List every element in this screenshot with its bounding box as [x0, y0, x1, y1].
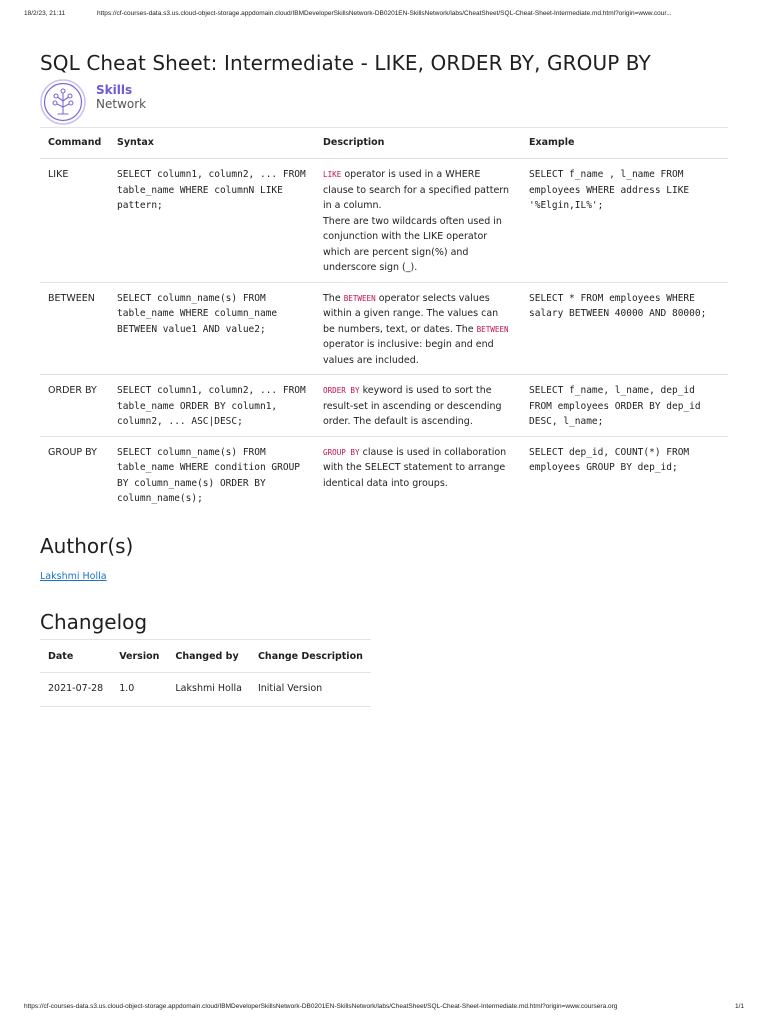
inline-code: GROUP BY — [323, 447, 360, 457]
description-text: operator selects values within a given range. The values can be numbers, text, or dates. The — [323, 292, 499, 335]
changelog-date: 2021-07-28 — [48, 682, 104, 694]
table-row — [40, 159, 728, 283]
changelog-version: 1.0 — [119, 682, 135, 694]
column-header-syntax: Syntax — [109, 128, 315, 159]
description-text: clause is used in collaboration with the SELECT statement to arrange identical data into groups. — [323, 446, 507, 489]
skills-network-logo-icon — [40, 79, 86, 125]
page-number: 1/1 — [734, 1003, 744, 1010]
page-content — [40, 48, 728, 707]
changelog-header-version: Version — [111, 639, 167, 672]
print-header — [24, 10, 744, 22]
changelog-table — [40, 639, 371, 707]
authors-heading: Author(s) — [40, 533, 134, 558]
changelog-changed-by: Lakshmi Holla — [175, 682, 242, 694]
print-footer-url: https://cf-courses-data.s3.us.cloud-object-storage.appdomain.cloud/IBMDeveloperSkillsNetwork-DB0201EN-SkillsNetwork/labs/CheatSheet/SQL-Cheat-Sheet-Intermediate.md.html?origin=www.coursera.org — [24, 1003, 618, 1010]
command-cell: BETWEEN — [40, 282, 109, 375]
column-header-example: Example — [521, 128, 728, 159]
table-row — [40, 375, 728, 437]
print-timestamp: 18/2/23, 21:11 — [24, 10, 66, 17]
command-cell: ORDER BY — [40, 375, 109, 437]
inline-code: BETWEEN — [476, 324, 509, 334]
changelog-heading: Changelog — [40, 609, 148, 634]
column-header-command: Command — [40, 128, 109, 159]
description-text: The — [323, 292, 344, 304]
example-cell: SELECT dep_id, COUNT(*) FROM employees GROUP BY dep_id; — [521, 436, 728, 513]
inline-code: LIKE — [323, 170, 342, 179]
changelog-row — [40, 672, 371, 706]
skills-network-logo — [40, 79, 728, 125]
description-cell — [315, 375, 521, 437]
table-row — [40, 282, 728, 375]
syntax-cell: SELECT column_name(s) FROM table_name WHERE column_name BETWEEN value1 AND value2; — [109, 282, 315, 375]
print-url: https://cf-courses-data.s3.us.cloud-object-storage.appdomain.cloud/IBMDeveloperSkillsNetwork-DB0201EN-SkillsNetwork/labs/CheatSheet/SQL-Cheat-Sheet-Intermediate.md.html?origin=www.cour... — [97, 10, 672, 17]
changelog-header-description: Change Description — [250, 639, 371, 672]
description-cell — [315, 282, 521, 375]
syntax-cell: SELECT column1, column2, ... FROM table_name WHERE columnN LIKE pattern; — [109, 159, 315, 283]
syntax-cell: SELECT column1, column2, ... FROM table_name ORDER BY column1, column2, ... ASC|DESC; — [109, 375, 315, 437]
changelog-header-row — [40, 639, 371, 672]
changelog-header-changed-by: Changed by — [167, 639, 250, 672]
example-cell: SELECT * FROM employees WHERE salary BETWEEN 40000 AND 80000; — [521, 282, 728, 375]
table-header-row — [40, 128, 728, 159]
author-link[interactable]: Lakshmi Holla — [40, 570, 107, 582]
inline-code: BETWEEN — [343, 293, 376, 303]
print-footer — [24, 1003, 744, 1015]
table-row — [40, 436, 728, 513]
page-title: SQL Cheat Sheet: Intermediate - LIKE, ORDER BY, GROUP BY — [40, 51, 651, 75]
description-text: There are two wildcards often used in conjunction with the LIKE operator which are percent sign(%) and underscore sign (_). — [323, 215, 502, 273]
logo-text-skills: Skills — [96, 83, 133, 97]
description-cell — [315, 159, 521, 283]
command-cell: LIKE — [40, 159, 109, 283]
example-cell: SELECT f_name, l_name, dep_id FROM employees ORDER BY dep_id DESC, l_name; — [521, 375, 728, 437]
command-cell: GROUP BY — [40, 436, 109, 513]
syntax-cell: SELECT column_name(s) FROM table_name WHERE condition GROUP BY column_name(s) ORDER BY column_name(s); — [109, 436, 315, 513]
description-text: keyword is used to sort the result-set in ascending or descending order. The default is ascending. — [323, 385, 502, 427]
inline-code: ORDER BY — [323, 386, 360, 395]
cheat-sheet-table — [40, 127, 728, 513]
changelog-description: Initial Version — [257, 682, 323, 694]
example-cell: SELECT f_name , l_name FROM employees WHERE address LIKE '%Elgin,IL%'; — [521, 159, 728, 283]
description-cell — [315, 436, 521, 513]
description-text: operator is used in a WHERE clause to search for a specified pattern in a column. — [323, 169, 510, 211]
column-header-description: Description — [315, 128, 521, 159]
logo-text-network: Network — [96, 97, 147, 111]
description-text: operator is inclusive: begin and end values are included. — [323, 339, 494, 366]
changelog-header-date: Date — [40, 639, 111, 672]
